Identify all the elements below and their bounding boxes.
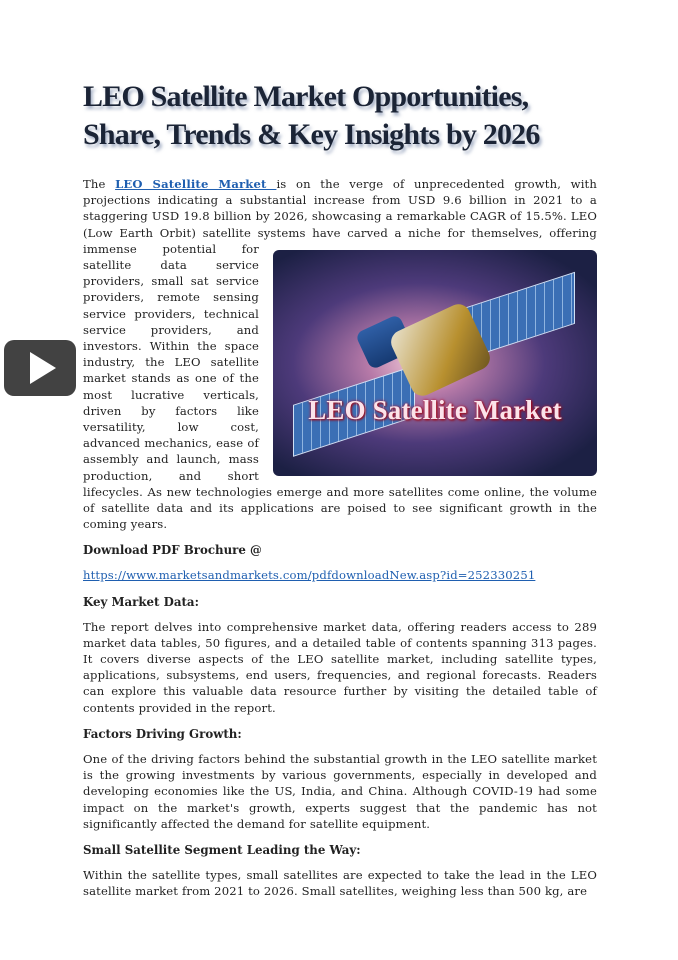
section-heading: Factors Driving Growth: [83,726,242,741]
hero-image-label: LEO Satellite Market [308,395,562,425]
section-text: The report delves into comprehensive market data, offering readers access to 289 market data tables, 50 figures, and a detailed table of contents spanning 313 pages. It covers diverse aspects of the LEO satellite market, including satellite types, applications, subsystems, end users, frequencies, and regional forecasts. Readers can explore this valuable data resource further by visiting the detailed table of contents provided in the report. [83,619,597,715]
hero-image [273,250,597,476]
leo-market-link[interactable]: LEO Satellite Market [115,177,277,191]
play-button-icon[interactable] [4,340,76,396]
section-text: One of the driving factors behind the substantial growth in the LEO satellite market is the growing investments by various governments, especially in developed and developing economies like the US, India, and China. Although COVID-19 had some impact on the market's growth, experts suggest that the pandemic has not significantly affected the demand for satellite equipment. [83,751,597,831]
page-title: LEO Satellite Market Opportunities, Share, Trends & Key Insights by 2026 [83,80,540,151]
brochure-heading: Download PDF Brochure @ [83,543,262,558]
intro-paragraph [83,176,597,532]
section-text: Within the satellite types, small satellites are expected to take the lead in the LEO satellite market from 2021 to 2026. Small satellites, weighing less than 500 kg, are [83,867,597,899]
intro-prefix: The [83,177,116,191]
brochure-link[interactable]: https://www.marketsandmarkets.com/pdfdownloadNew.asp?id=252330251 [83,568,536,583]
document-page [83,78,597,909]
section-heading: Key Market Data: [83,594,199,609]
section-heading: Small Satellite Segment Leading the Way: [83,842,361,857]
intro-text: is on the verge of unprecedented growth, with projections indicating a substantial increase from USD 9.6 billion in 2021 to a staggering USD 19.8 billion by 2026, showcasing a remarkable CAGR of 15.5%. LEO (Low Earth Orbit) satellite systems have carved a niche for themselves, offering immense potential for satellite data service providers, small sat service providers, remote sensing service providers, technical service providers, and investors. Within the space industry, the LEO satellite market stands as one of the most lucrative verticals, driven by factors like versatility, low cost, advanced mechanics, ease of assembly and launch, mass production, and short lifecycles. As new technologies emerge and more satellites come online, the volume of satellite data and its applications are poised to see significant growth in the coming years. [83,177,597,532]
